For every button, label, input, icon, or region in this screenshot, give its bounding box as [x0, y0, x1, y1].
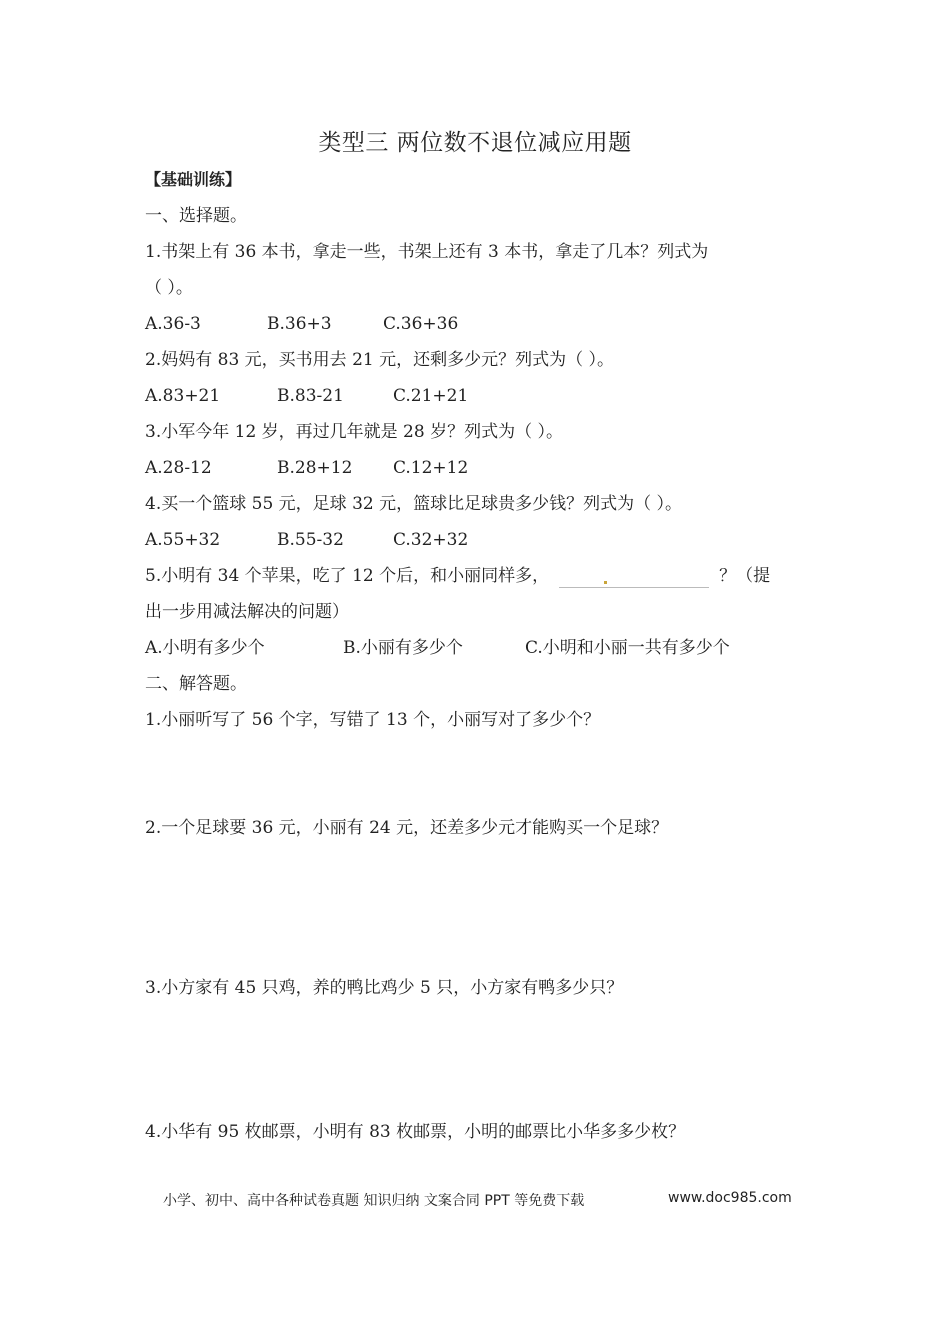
question-2-text: 2.妈妈有 83 元，买书用去 21 元，还剩多少元？列式为（ ）。 — [145, 350, 615, 370]
option-b: B.55-32 — [277, 530, 344, 550]
question-5-text — [145, 564, 770, 588]
option-b: B.36+3 — [267, 314, 332, 334]
option-c: C.36+36 — [383, 314, 459, 334]
ink-dot — [604, 581, 607, 584]
basic-training-label: 【基础训练】 — [145, 170, 242, 189]
option-a: A.小明有多少个 — [145, 638, 265, 658]
question-1-text: 1.书架上有 36 本书，拿走一些，书架上还有 3 本书，拿走了几本？列式为 — [145, 242, 709, 262]
question-5-text-continued: 出一步用减法解决的问题） — [145, 602, 349, 622]
option-c: C.21+21 — [393, 386, 469, 406]
section-heading-choice: 一、选择题。 — [145, 206, 247, 226]
question-5-text-after: ？（提 — [719, 566, 771, 586]
answer-question-1: 1.小丽听写了 56 个字，写错了 13 个，小丽写对了多少个？ — [145, 710, 601, 730]
answer-question-4: 4.小华有 95 枚邮票，小明有 83 枚邮票，小明的邮票比小华多多少枚？ — [145, 1122, 686, 1142]
page-title: 类型三 两位数不退位减应用题 — [318, 130, 632, 156]
question-5-text-before: 5.小明有 34 个苹果，吃了 12 个后，和小丽同样多， — [145, 566, 550, 586]
option-b: B.小丽有多少个 — [343, 638, 463, 658]
option-a: A.36-3 — [145, 314, 201, 334]
option-a: A.55+32 — [145, 530, 221, 550]
answer-question-2: 2.一个足球要 36 元，小丽有 24 元，还差多少元才能购买一个足球？ — [145, 818, 669, 838]
answer-question-3: 3.小方家有 45 只鸡，养的鸭比鸡少 5 只，小方家有鸭多少只？ — [145, 978, 624, 998]
footer-url[interactable]: www.doc985.com — [668, 1190, 792, 1206]
section-heading-answer: 二、解答题。 — [145, 674, 247, 694]
question-3-text: 3.小军今年 12 岁，再过几年就是 28 岁？列式为（ ）。 — [145, 422, 564, 442]
question-4-text: 4.买一个篮球 55 元，足球 32 元，篮球比足球贵多少钱？列式为（ ）。 — [145, 494, 683, 514]
option-a: A.83+21 — [145, 386, 221, 406]
question-1-answer-blank: （ ）。 — [145, 278, 193, 298]
option-c: C.32+32 — [393, 530, 469, 550]
option-b: B.83-21 — [277, 386, 344, 406]
option-b: B.28+12 — [277, 458, 353, 478]
answer-blank-line — [559, 567, 709, 588]
option-c: C.12+12 — [393, 458, 469, 478]
footer-text: 小学、初中、高中各种试卷真题 知识归纳 文案合同 PPT 等免费下载 — [163, 1193, 585, 1209]
option-c: C.小明和小丽一共有多少个 — [525, 638, 730, 658]
option-a: A.28-12 — [145, 458, 212, 478]
